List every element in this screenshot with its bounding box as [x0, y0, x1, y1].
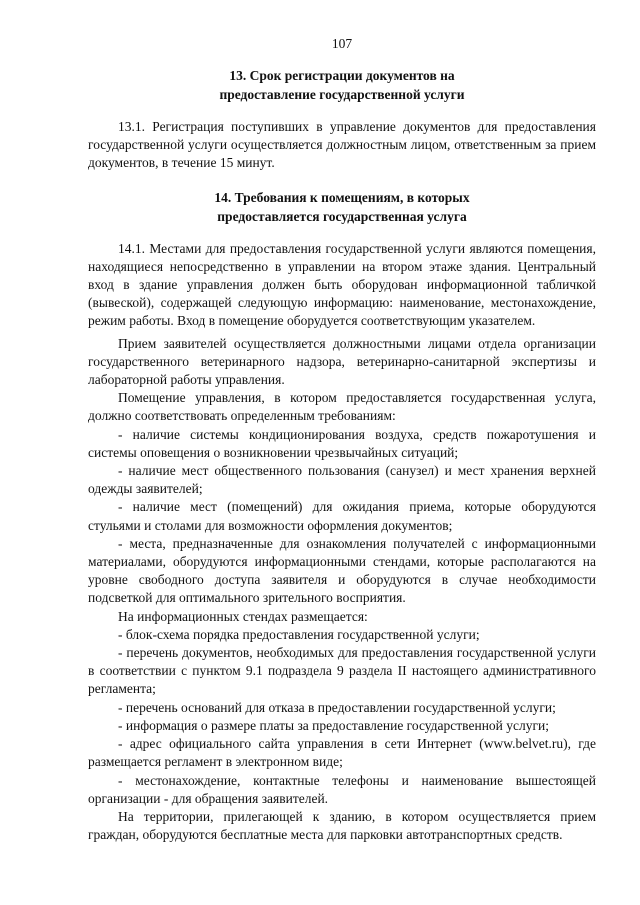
section-13-heading-line-1: 13. Срок регистрации документов на [229, 68, 455, 83]
list-item-higher-organization: - местонахождение, контактные телефоны и наименование вышестоящей организации - для обращения заявителей. [88, 772, 596, 806]
list-item-fee-info: - информация о размере платы за предоставление государственной услуги; [118, 717, 550, 733]
section-13-heading [88, 66, 596, 104]
section-13-heading-line-2: предоставление государственной услуги [219, 87, 465, 102]
list-item-waiting-places: - наличие мест (помещений) для ожидания приема, которые оборудуются стульями и столами для возможности оформления документов; [88, 499, 596, 533]
paragraph-14-1: 14.1. Местами для предоставления государственной услуги являются помещения, находящиеся непосредственно в управлении на втором этаже здания. Центральный вход в здание управления должен быть оборудован информационной табличкой (вывеской), содержащей следующую информацию: наименование, местонахождение, режим работы. Вход в помещение оборудуется соответствующим указателем. [88, 240, 596, 329]
page-number: 107 [331, 36, 353, 51]
list-item-website-address: - адрес официального сайта управления в сети Интернет (www.belvet.ru), где размещается регламент в электронном виде; [88, 736, 596, 770]
list-item-information-stands: - места, предназначенные для ознакомления получателей с информационными материалами, оборудуются информационными стендами, которые располагаются на уровне свободного доступа заявителя и оборудуются в случае необходимости подсветкой для оптимального зрительного восприятия. [88, 535, 596, 606]
list-item-public-facilities: - наличие мест общественного пользования (санузел) и мест хранения верхней одежды заявителей; [88, 463, 596, 497]
section-14-heading-line-1: 14. Требования к помещениям, в которых [214, 189, 470, 205]
list-item-flowchart: - блок-схема порядка предоставления государственной услуги; [118, 626, 480, 642]
list-item-refusal-grounds: - перечень оснований для отказа в предоставлении государственной услуги; [118, 699, 556, 715]
section-14-heading [88, 188, 596, 226]
paragraph-parking: На территории, прилегающей к зданию, в котором осуществляется прием граждан, оборудуются бесплатные места для парковки автотранспортных средств. [88, 808, 596, 843]
section-14-heading-line-2: предоставляется государственная услуга [217, 208, 467, 224]
list-item-air-conditioning: - наличие системы кондиционирования воздуха, средств пожаротушения и системы оповещения о возникновении чрезвычайных ситуаций; [88, 426, 596, 460]
paragraph-reception: Прием заявителей осуществляется должностными лицами отдела организации государственного ветеринарного надзора, ветеринарно-санитарной экспертизы и лабораторной работы управления. [88, 335, 596, 388]
list-item-documents-list: - перечень документов, необходимых для предоставления государственной услуги в соответствии с пунктом 9.1 подраздела 9 раздела II настоящего административного регламента; [88, 645, 596, 697]
paragraph-13-1: 13.1. Регистрация поступивших в управление документов для предоставления государственной услуги осуществляется должностным лицом, ответственным за прием документов, в течение 15 минут. [88, 119, 596, 171]
paragraph-premises-requirements: Помещение управления, в котором предоставляется государственная услуга, должно соответствовать определенным требованиям: [88, 390, 596, 424]
paragraph-stands-content: На информационных стендах размещается: [118, 608, 368, 624]
